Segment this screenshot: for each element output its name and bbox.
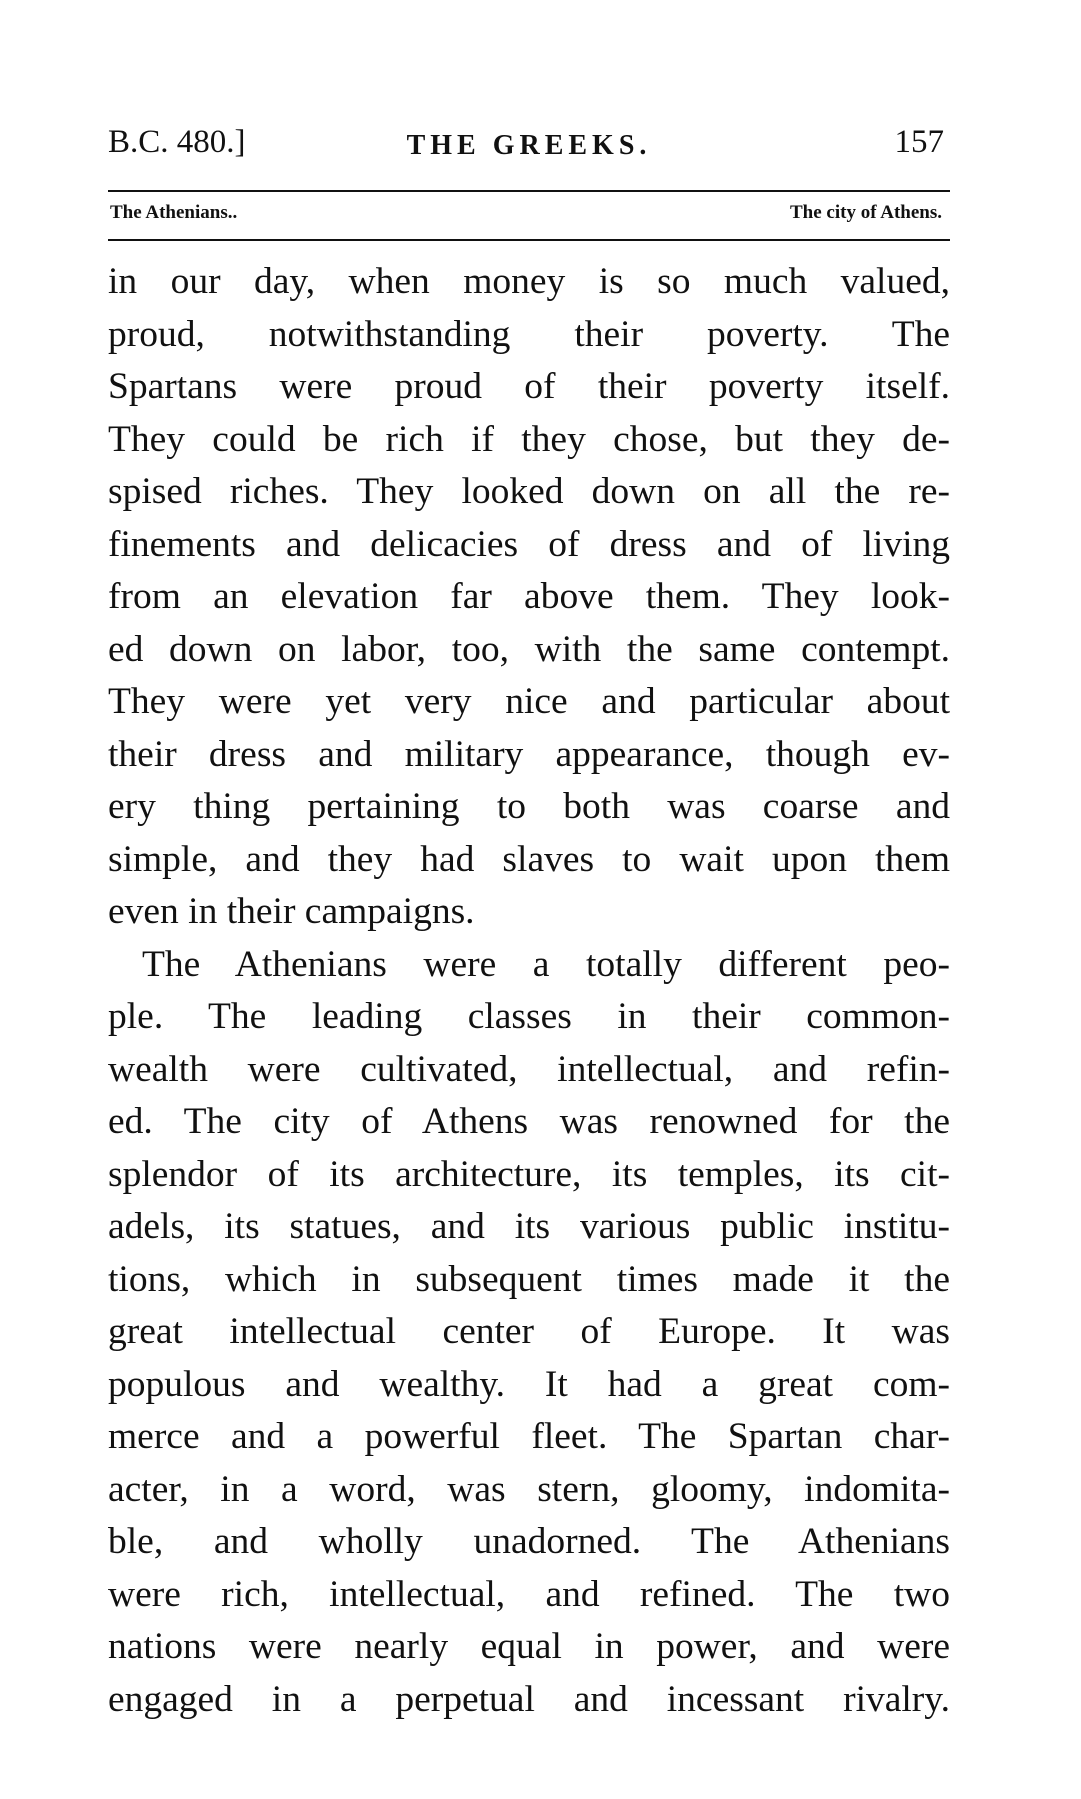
text-line: They could be rich if they chose, but they de- xyxy=(108,418,950,460)
text-line: ery thing pertaining to both was coarse and xyxy=(108,786,950,827)
text-line: in our day, when money is so much valued, xyxy=(108,261,950,302)
body-text xyxy=(108,256,950,1726)
header-title: THE GREEKS. xyxy=(406,130,652,161)
text-line: ed down on labor, too, with the same contempt. xyxy=(108,628,950,670)
text-line: wealth were cultivated, intellectual, and refin- xyxy=(108,1048,950,1090)
text-line: great intellectual center of Europe. It was xyxy=(108,1311,950,1352)
text-line: ple. The leading classes in their common- xyxy=(108,996,950,1037)
text-line: their dress and military appearance, though ev- xyxy=(108,733,950,775)
text-line: Spartans were proud of their poverty itself. xyxy=(108,366,950,407)
text-line: populous and wealthy. It had a great com- xyxy=(108,1363,950,1405)
text-line: acter, in a word, was stern, gloomy, indomita- xyxy=(108,1468,950,1510)
text-line: proud, notwithstanding their poverty. The xyxy=(108,313,950,355)
text-line: ed. The city of Athens was renowned for the xyxy=(108,1101,950,1142)
side-note-right: The city of Athens. xyxy=(790,202,942,223)
running-header xyxy=(108,120,950,180)
text-line: merce and a powerful fleet. The Spartan char- xyxy=(108,1416,950,1457)
paragraph-2 xyxy=(108,939,950,1727)
text-line: finements and delicacies of dress and of living xyxy=(108,523,950,565)
text-line: from an elevation far above them. They look- xyxy=(108,576,950,617)
text-line: They were yet very nice and particular about xyxy=(108,681,950,722)
text-line: The Athenians were a totally different peo- xyxy=(142,943,950,985)
text-line: ble, and wholly unadorned. The Athenians xyxy=(108,1521,950,1562)
text-line: splendor of its architecture, its temples, its cit- xyxy=(108,1153,950,1195)
text-line: tions, which in subsequent times made it the xyxy=(108,1258,950,1300)
side-note-left: The Athenians.. xyxy=(110,202,238,223)
page-number: 157 xyxy=(894,124,944,160)
text-line: nations were nearly equal in power, and were xyxy=(108,1626,950,1667)
paragraph-1 xyxy=(108,256,950,939)
text-line: simple, and they had slaves to wait upon them xyxy=(108,838,950,880)
text-line: spised riches. They looked down on all the re- xyxy=(108,471,950,512)
text-line: even in their campaigns. xyxy=(108,891,475,932)
text-line: were rich, intellectual, and refined. The two xyxy=(108,1573,950,1615)
text-line: adels, its statues, and its various public institu- xyxy=(108,1206,950,1247)
side-notes xyxy=(108,202,950,230)
header-date: B.C. 480.] xyxy=(108,124,246,160)
text-line: engaged in a perpetual and incessant rivalry. xyxy=(108,1678,950,1720)
header-rule-bottom xyxy=(108,239,950,241)
header-rule-top xyxy=(108,190,950,192)
